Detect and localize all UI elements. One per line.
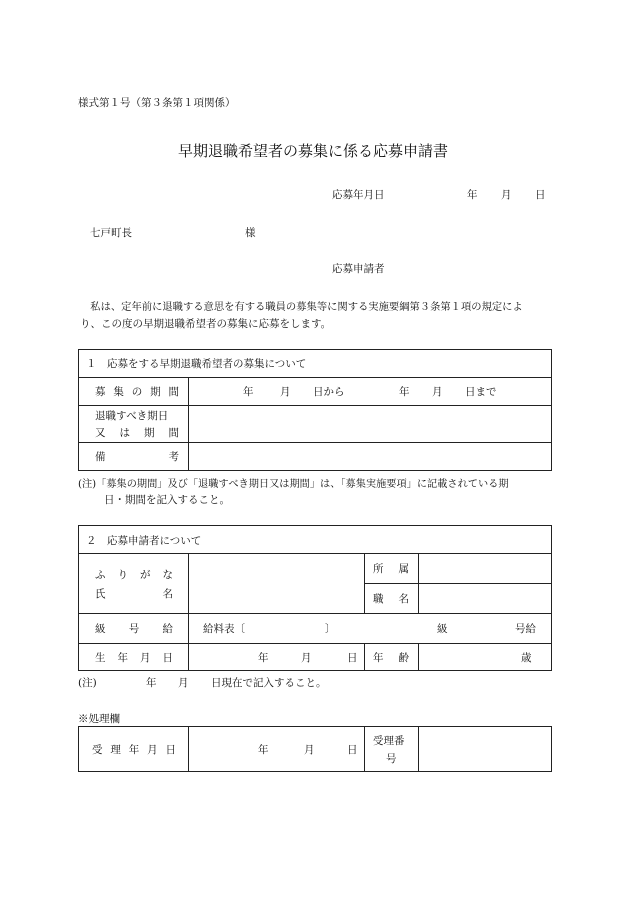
birth-year: 年 xyxy=(258,652,269,664)
period-to-year: 年 xyxy=(399,386,410,398)
received-number-label-line2: 号 xyxy=(386,753,397,765)
received-month: 月 xyxy=(304,744,315,756)
received-year: 年 xyxy=(258,744,269,756)
application-date-year: 年 xyxy=(467,189,478,201)
period-to-month: 月 xyxy=(432,386,443,398)
application-date-label: 応募年月日 xyxy=(332,189,385,201)
salary-table-label: 給料表〔 xyxy=(203,623,245,635)
received-number-label-line1: 受理番 xyxy=(373,735,405,747)
addressee-honorific: 様 xyxy=(245,227,256,239)
application-date-month: 月 xyxy=(501,189,512,201)
section2-heading: ２ 応募申請者について xyxy=(86,535,202,547)
section1-note-line1: (注)「募集の期間」及び「退職すべき期日又は期間」は、「募集実施要項」に記載されている期 xyxy=(78,479,509,490)
body-text-line1: 私は、定年前に退職する意思を有する職員の募集等に関する実施要綱第３条第１項の規定によ xyxy=(80,301,523,313)
birth-day: 日 xyxy=(347,652,358,664)
section2-note-month: 月 xyxy=(178,677,189,689)
received-day: 日 xyxy=(347,744,358,756)
form-number: 様式第１号（第３条第１項関係） xyxy=(78,97,236,109)
salary-table-close: 〕 xyxy=(325,623,336,635)
age-label: 年 齢 xyxy=(373,652,409,664)
affiliation-label: 所 属 xyxy=(373,563,409,575)
period-from-day: 日から xyxy=(313,386,345,398)
period-label: 募 集 の 期 間 xyxy=(95,386,179,398)
applicant-label: 応募申請者 xyxy=(332,263,385,275)
section1-heading: １ 応募をする早期退職希望者の募集について xyxy=(86,358,307,370)
section1-note-line2: 日・期間を記入すること。 xyxy=(104,494,230,506)
period-to-day: 日まで xyxy=(465,386,497,398)
addressee-name: 七戸町長 xyxy=(90,227,132,239)
age-unit: 歳 xyxy=(521,652,532,664)
section2-note-text: 日現在で記入すること。 xyxy=(211,677,327,689)
section2-note-year: 年 xyxy=(146,677,157,689)
application-date-day: 日 xyxy=(535,189,546,201)
remarks-label: 備 考 xyxy=(95,451,179,463)
period-from-year: 年 xyxy=(243,386,254,398)
body-text-line2: り、この度の早期退職希望者の募集に応募をします。 xyxy=(80,318,332,330)
retire-date-label-line2: 又 は 期 間 xyxy=(95,427,179,439)
grade-unit: 級 xyxy=(437,623,448,635)
name-label: 氏 名 xyxy=(95,588,173,600)
period-from-month: 月 xyxy=(280,386,291,398)
section2-note-prefix: (注) xyxy=(78,677,97,689)
furigana-label: ふ り が な xyxy=(95,569,173,581)
birth-date-label: 生 年 月 日 xyxy=(95,652,173,664)
received-date-label: 受 理 年 月 日 xyxy=(92,744,176,756)
processing-label: ※処理欄 xyxy=(78,713,120,725)
retire-date-label-line1: 退職すべき期日 xyxy=(95,410,169,422)
grade-step-label: 級 号 給 xyxy=(95,623,173,635)
page-title: 早期退職希望者の募集に係る応募申請書 xyxy=(178,142,449,160)
birth-month: 月 xyxy=(301,652,312,664)
step-unit: 号給 xyxy=(515,623,536,635)
position-label: 職 名 xyxy=(373,593,409,605)
